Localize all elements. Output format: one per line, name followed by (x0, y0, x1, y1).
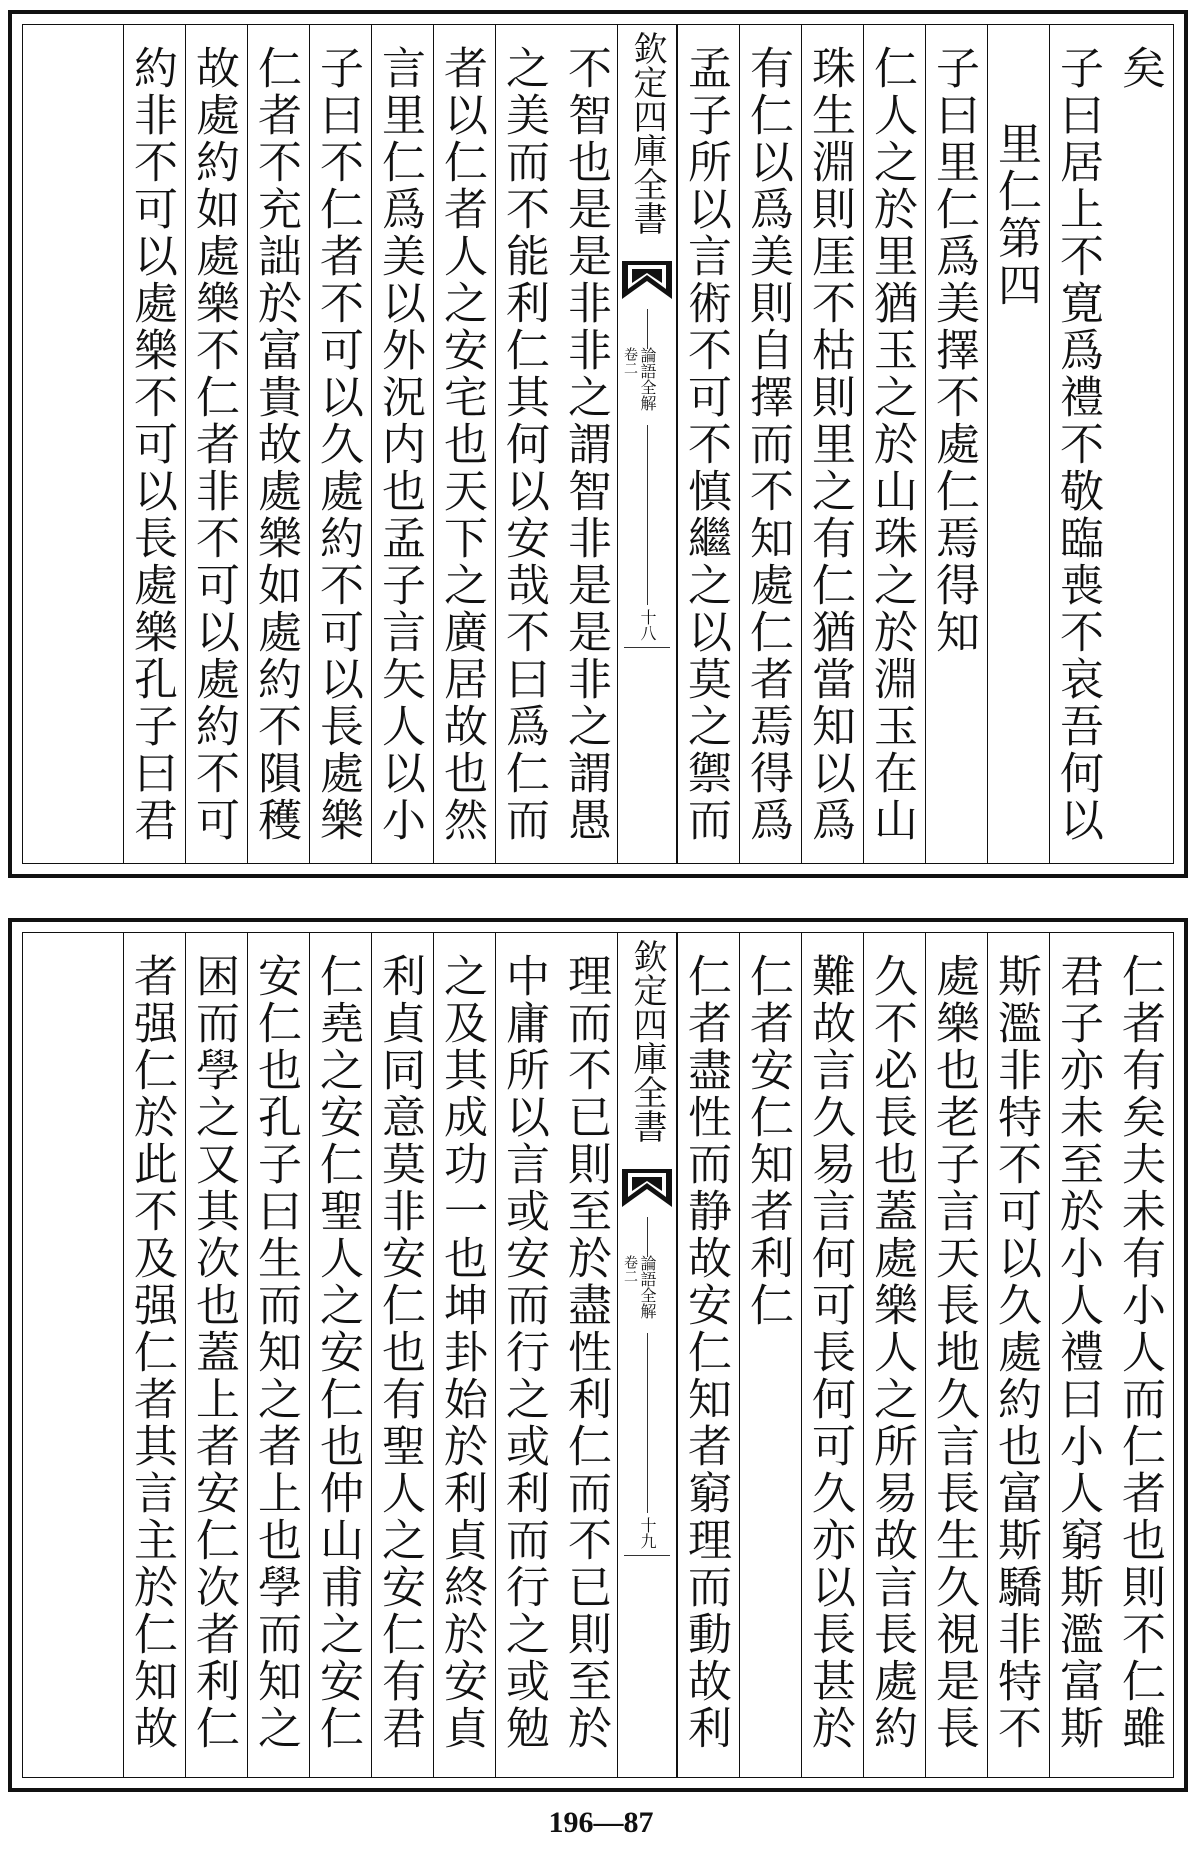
top-center-juan: 卷二 (622, 347, 638, 375)
top-page (8, 10, 1188, 878)
top-col-l6: 仁者不充詘於富貴故處樂如處約不隕穫 (247, 25, 309, 863)
bottom-col-r6: 難故言久易言何可長何可久亦以長甚於 (801, 933, 863, 1777)
top-center-line-2 (647, 425, 648, 605)
top-fishtail-mark (622, 261, 672, 299)
top-col-l5: 子曰不仁者不可以久處約不可以長處樂 (309, 25, 371, 863)
bottom-col-l3: 之及其成功一也坤卦始於利貞終於安貞 (433, 933, 495, 1777)
top-col-l8: 約非不可以處樂不可以長處樂孔子曰君 (123, 25, 185, 863)
top-col-r2: 子曰居上不寛爲禮不敬臨喪不哀吾何以 (1049, 25, 1111, 863)
top-col-r7: 有仁以爲美則自擇而不知處仁者焉得爲 (739, 25, 801, 863)
top-col-r4: 子曰里仁爲美擇不處仁焉得知 (925, 25, 987, 863)
bottom-col-r5: 久不必長也蓋處樂人之所易故言長處約 (863, 933, 925, 1777)
bottom-page (8, 918, 1188, 1792)
bottom-col-r1: 仁者有矣夫未有小人而仁者也則不仁雖 (1114, 953, 1165, 1752)
bottom-col-r4: 處樂也老子言天長地久言長生久視是長 (925, 933, 987, 1777)
bottom-col-l7: 困而學之又其次也蓋上者安仁次者利仁 (185, 933, 247, 1777)
top-col-r8: 孟子所以言術不可不慎繼之以莫之禦而 (677, 25, 739, 863)
top-col-l2: 之美而不能利仁其何以安哉不曰爲仁而 (495, 25, 557, 863)
top-center-title: 欽定四庫全書 (627, 31, 667, 235)
top-col-l4: 言里仁爲美以外況内也孟子言矢人以小 (371, 25, 433, 863)
top-col-l7: 故處約如處樂不仁者非不可以處約不可 (185, 25, 247, 863)
top-col-r5: 仁人之於里猶玉之於山珠之於淵玉在山 (863, 25, 925, 863)
bottom-col-l4: 利貞同意莫非安仁也有聖人之安仁有君 (371, 933, 433, 1777)
top-col-l1: 不智也是是非非之謂智非是是非之謂愚 (560, 45, 611, 844)
bottom-center-fold (617, 933, 677, 1777)
bottom-center-line (647, 1217, 648, 1257)
top-col-r1: 矣 (1114, 45, 1165, 92)
bottom-page-frame (22, 932, 1174, 1778)
bottom-center-hline (624, 1555, 670, 1556)
top-col-r3: 里仁第四 (987, 25, 1049, 863)
bottom-center-book: 論語全解 (638, 1255, 657, 1319)
bottom-center-page-number: 十九 (638, 1517, 657, 1549)
bottom-col-l6: 安仁也孔子曰生而知之者上也學而知之 (247, 933, 309, 1777)
top-col-r6: 珠生淵則厓不枯則里之有仁猶當知以爲 (801, 25, 863, 863)
bottom-center-title: 欽定四庫全書 (627, 939, 667, 1143)
bottom-fishtail-mark (622, 1169, 672, 1207)
bottom-col-l2: 中庸所以言或安而行之或利而行之或勉 (495, 933, 557, 1777)
top-page-frame (22, 24, 1174, 864)
bottom-col-r8: 仁者盡性而静故安仁知者窮理而動故利 (677, 933, 739, 1777)
top-center-page-number: 十八 (638, 609, 657, 641)
top-center-line (647, 309, 648, 349)
top-col-l3: 者以仁者人之安宅也天下之廣居故也然 (433, 25, 495, 863)
page-footer-number: 196—87 (548, 1806, 654, 1839)
bottom-col-r2: 君子亦未至於小人禮曰小人窮斯濫富斯 (1049, 933, 1111, 1777)
bottom-col-l5: 仁堯之安仁聖人之安仁也仲山甫之安仁 (309, 933, 371, 1777)
top-center-hline (624, 647, 670, 648)
bottom-col-r7: 仁者安仁知者利仁 (739, 933, 801, 1777)
bottom-center-juan: 卷二 (622, 1255, 638, 1283)
top-center-fold (617, 25, 677, 863)
bottom-col-r3: 斯濫非特不可以久處約也富斯驕非特不 (987, 933, 1049, 1777)
bottom-col-l1: 理而不已則至於盡性利仁而不已則至於 (560, 953, 611, 1752)
bottom-col-l8: 者强仁於此不及强仁者其言主於仁知故 (123, 933, 185, 1777)
bottom-center-line-2 (647, 1333, 648, 1513)
top-center-book: 論語全解 (638, 347, 657, 411)
